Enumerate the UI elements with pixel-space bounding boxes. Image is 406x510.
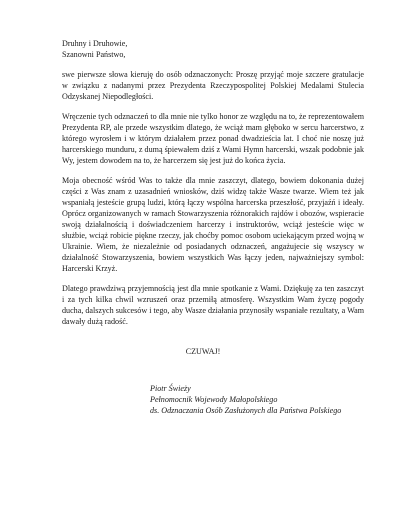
greeting-line: Szanowni Państwo, [62,50,126,59]
letter-closing: CZUWAJ! [185,347,221,356]
letter-paragraph: swe pierwsze słowa kieruję do osób odznaczonych: Proszę przyjąć moje szczere gratulacje w związku z nadanymi przez Prezydenta Rzeczypospolitej Polskiej Medalami Stulecia Odzyskanej Niepodległości. [62,70,364,101]
letter-greeting [62,38,364,60]
letter-paragraph: Dlatego prawdziwą przyjemnością jest dla mnie spotkanie z Wami. Dziękuję za ten zaszczyt i za tych kilka chwil wzruszeń oraz przemiłą atmosferę. Wszystkim Wam życzę pogody ducha, dalszych sukcesów i tego, aby Wasze działania przynosiły wspaniałe rezultaty, a Wam dawały dużą radość. [62,284,364,326]
greeting-line: Druhny i Druhowie, [62,39,128,48]
letter-paragraph: Wręczenie tych odznaczeń to dla mnie nie tylko honor ze względu na to, że reprezentowałem Prezydenta RP, ale przede wszystkim dlatego, że wciąż mam głęboko w sercu harcerstwo, z którego wyrosłem i w którym działałem przez ponad dwadzieścia lat. I choć nie noszę już harcerskiego munduru, z dumą śpiewałem dziś z Wami Hymn harcerski, wszak podobnie jak Wy, jestem dowodem na to, że harcerzem się jest już do końca życia. [62,112,364,165]
signature-name: Piotr Świeży [150,384,191,393]
letter-paragraph: Moja obecność wśród Was to także dla mnie zaszczyt, dlatego, bowiem dokonania dużej części z Was znam z uzasadnień wniosków, dziś widzę także Wasze twarze. Wiem też jak wspaniałą jesteście grupą ludzi, którą łączy wspólna harcerska przeszłość, przyjaźń i ideały. Oprócz organizowanych w ramach Stowarzyszenia różnorakich rajdów i obozów, wspieracie swoją działalnością i doświadczeniem harcerzy i instruktorów, wciąż jesteście więc w służbie, wciąż robicie piękne rzeczy, jak choćby pomoc osobom uciekającym przed wojną w Ukrainie. Wiem, że niezależnie od posiadanych odznaczeń, angażujecie się wszyscy w działalność Stowarzyszenia, bowiem wszystkich Was łączy jeden, najważniejszy symbol: Harcerski Krzyż. [62,176,364,273]
signature-title: ds. Odznaczania Osób Zasłużonych dla Państwa Polskiego [150,406,342,416]
signature-block [150,383,364,416]
signature-title: Pełnomocnik Wojewody Małopolskiego [150,395,278,405]
